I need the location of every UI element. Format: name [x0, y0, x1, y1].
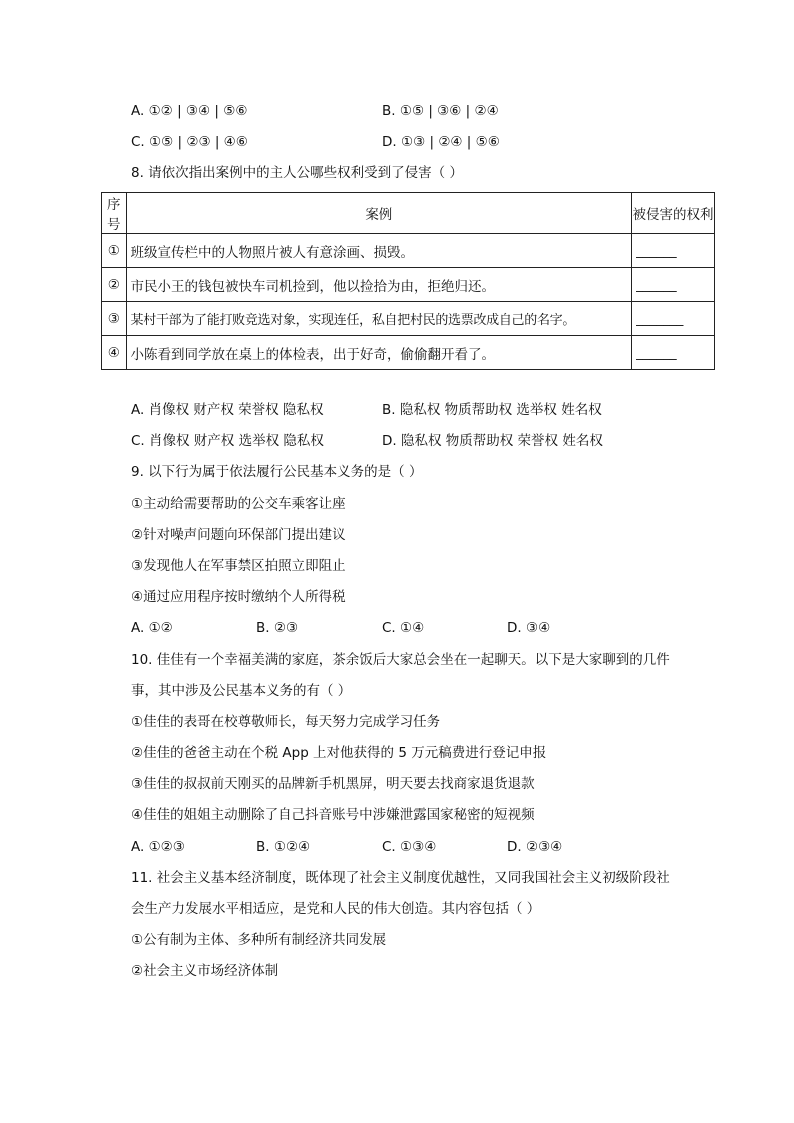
q9-item: ①主动给需要帮助的公交车乘客让座 — [131, 496, 346, 512]
q7-option-c[interactable]: C. ①⑤ | ②③ | ④⑥ — [131, 134, 248, 150]
q9-option-b[interactable]: B. ②③ — [256, 620, 299, 636]
q11-stem-line2: 会生产力发展水平相适应，是党和人民的伟大创造。其内容包括（ ） — [131, 901, 541, 917]
q8-stem: 8. 请依次指出案例中的主人公哪些权利受到了侵害（ ） — [131, 165, 463, 181]
q10-item: ④佳佳的姐姐主动删除了自己抖音账号中涉嫌泄露国家秘密的短视频 — [131, 807, 535, 823]
q9-option-c[interactable]: C. ①④ — [382, 620, 425, 636]
q9-option-d[interactable]: D. ③④ — [507, 620, 551, 636]
row-right-blank[interactable]: ______ — [632, 234, 715, 268]
row-case: 小陈看到同学放在桌上的体检表，出于好奇，偷偷翻开看了。 — [126, 336, 632, 370]
row-num: ③ — [102, 302, 127, 336]
row-right-blank[interactable]: _______ — [632, 302, 715, 336]
q11-item: ①公有制为主体、多种所有制经济共同发展 — [131, 932, 387, 948]
q8-option-c[interactable]: C. 肖像权 财产权 选举权 隐私权 — [131, 433, 324, 449]
row-right-blank[interactable]: ______ — [632, 336, 715, 370]
q10-option-d[interactable]: D. ②③④ — [507, 839, 563, 855]
q10-stem-line2: 事，其中涉及公民基本义务的有（ ） — [131, 683, 352, 699]
q9-item: ④通过应用程序按时缴纳个人所得税 — [131, 589, 346, 605]
q8-option-a[interactable]: A. 肖像权 财产权 荣誉权 隐私权 — [131, 402, 324, 418]
q10-option-b[interactable]: B. ①②④ — [256, 839, 311, 855]
row-num: ④ — [102, 336, 127, 370]
header-num: 序号 — [102, 193, 127, 234]
q10-stem-line1: 10. 佳佳有一个幸福美满的家庭，茶余饭后大家总会坐在一起聊天。以下是大家聊到的几件 — [131, 652, 670, 668]
q7-option-d[interactable]: D. ①③ | ②④ | ⑤⑥ — [382, 134, 500, 150]
q10-option-c[interactable]: C. ①③④ — [382, 839, 437, 855]
q8-option-d[interactable]: D. 隐私权 物质帮助权 荣誉权 姓名权 — [382, 433, 603, 449]
q10-item: ①佳佳的表哥在校尊敬师长，每天努力完成学习任务 — [131, 714, 441, 730]
row-case: 班级宣传栏中的人物照片被人有意涂画、损毁。 — [126, 234, 632, 268]
q10-option-a[interactable]: A. ①②③ — [131, 839, 185, 855]
table-row — [102, 268, 715, 302]
row-num: ② — [102, 268, 127, 302]
q7-option-b[interactable]: B. ①⑤ | ③⑥ | ②④ — [382, 103, 499, 119]
q9-option-a[interactable]: A. ①② — [131, 620, 173, 636]
row-case: 市民小王的钱包被快车司机捡到，他以捡拾为由，拒绝归还。 — [126, 268, 632, 302]
table-header-row — [102, 193, 715, 234]
header-right: 被侵害的权利 — [632, 193, 715, 234]
q11-stem-line1: 11. 社会主义基本经济制度，既体现了社会主义制度优越性，又同我国社会主义初级阶段社 — [131, 870, 670, 886]
table-row — [102, 234, 715, 268]
header-case: 案例 — [126, 193, 632, 234]
row-case: 某村干部为了能打败竞选对象，实现连任，私自把村民的选票改成自己的名字。 — [126, 302, 632, 336]
q10-item: ②佳佳的爸爸主动在个税 App 上对他获得的 5 万元稿费进行登记申报 — [131, 745, 547, 761]
row-num: ① — [102, 234, 127, 268]
case-table — [101, 192, 715, 370]
q9-item: ③发现他人在军事禁区拍照立即阻止 — [131, 558, 346, 574]
q8-option-b[interactable]: B. 隐私权 物质帮助权 选举权 姓名权 — [382, 402, 602, 418]
q7-option-a[interactable]: A. ①② | ③④ | ⑤⑥ — [131, 103, 248, 119]
q10-item: ③佳佳的叔叔前天刚买的品牌新手机黑屏，明天要去找商家退货退款 — [131, 776, 535, 792]
row-right-blank[interactable]: ______ — [632, 268, 715, 302]
table-row — [102, 336, 715, 370]
q11-item: ②社会主义市场经济体制 — [131, 963, 279, 979]
q9-stem: 9. 以下行为属于依法履行公民基本义务的是（ ） — [131, 464, 423, 480]
q9-item: ②针对噪声问题向环保部门提出建议 — [131, 527, 346, 543]
table-row — [102, 302, 715, 336]
